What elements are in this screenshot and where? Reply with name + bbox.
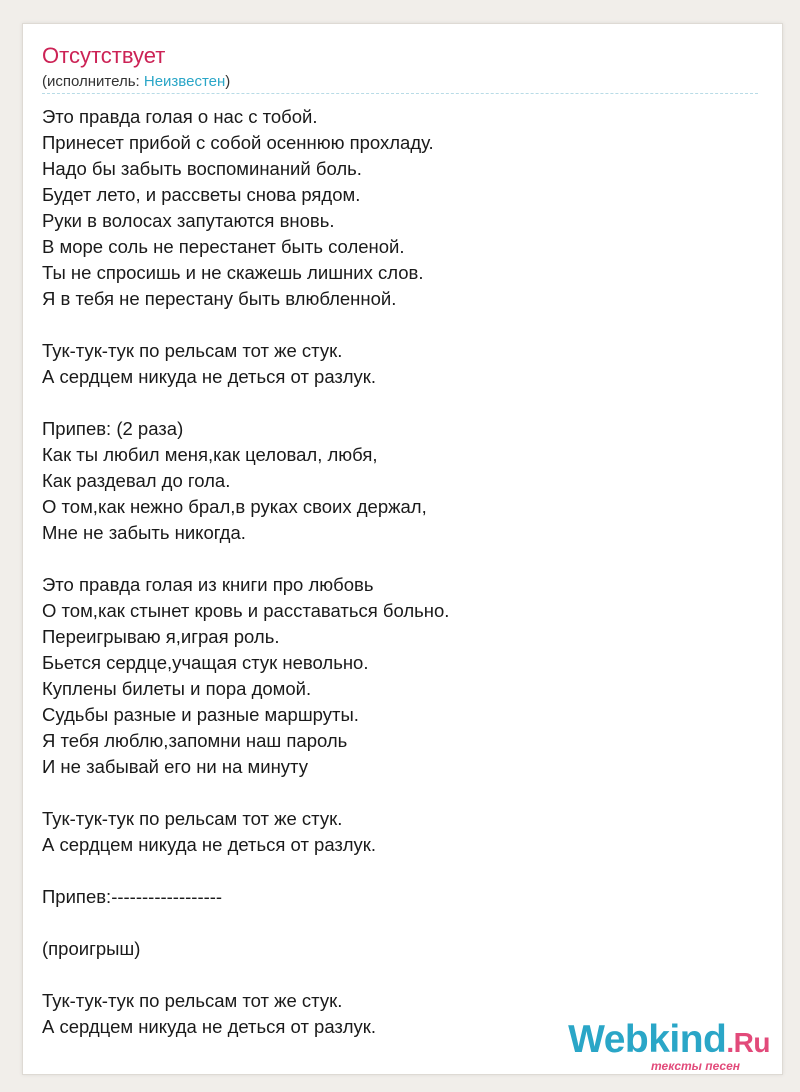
artist-link[interactable]: Неизвестен bbox=[143, 73, 226, 90]
artist-prefix: (исполнитель: bbox=[42, 73, 144, 90]
lyric-line: Я в тебя не перестану быть влюбленной. bbox=[42, 288, 397, 309]
watermark-tld: .Ru bbox=[726, 1027, 770, 1058]
song-title: Отсутствует bbox=[42, 43, 166, 68]
lyric-blank-line bbox=[42, 312, 742, 338]
lyric-line: Мне не забыть никогда. bbox=[42, 522, 246, 543]
lyric-blank-line bbox=[42, 546, 742, 572]
lyric-line: Руки в волосах запутаются вновь. bbox=[42, 210, 335, 231]
title-divider bbox=[42, 93, 758, 94]
watermark-tagline: тексты песен bbox=[651, 1059, 740, 1073]
lyric-line: А сердцем никуда не деться от разлук. bbox=[42, 1016, 376, 1037]
lyric-line: Это правда голая из книги про любовь bbox=[42, 574, 374, 595]
lyric-line: (проигрыш) bbox=[42, 938, 141, 959]
lyric-blank-line bbox=[42, 910, 742, 936]
lyric-line: Припев:------------------ bbox=[42, 886, 223, 907]
lyric-line: Припев: (2 раза) bbox=[42, 418, 184, 439]
lyric-line: А сердцем никуда не деться от разлук. bbox=[42, 366, 376, 387]
lyric-line: Надо бы забыть воспоминаний боль. bbox=[42, 158, 362, 179]
lyric-line: Судьбы разные и разные маршруты. bbox=[42, 704, 359, 725]
artist-suffix: ) bbox=[225, 73, 231, 90]
lyric-line: Переигрываю я,играя роль. bbox=[42, 626, 280, 647]
lyric-line: О том,как стынет кровь и расставаться больно. bbox=[42, 600, 450, 621]
lyric-line: Тук-тук-тук по рельсам тот же стук. bbox=[42, 808, 343, 829]
lyric-blank-line bbox=[42, 962, 742, 988]
lyric-line: Куплены билеты и пора домой. bbox=[42, 678, 312, 699]
lyric-blank-line bbox=[42, 390, 742, 416]
lyric-line: Я тебя люблю,запомни наш пароль bbox=[42, 730, 348, 751]
lyric-line: А сердцем никуда не деться от разлук. bbox=[42, 834, 376, 855]
lyric-line: Это правда голая о нас с тобой. bbox=[42, 106, 318, 127]
lyric-line: И не забывай его ни на минуту bbox=[42, 756, 308, 777]
lyrics-block bbox=[42, 104, 742, 1040]
watermark-brand: Webkind bbox=[568, 1018, 727, 1061]
lyric-line: Тук-тук-тук по рельсам тот же стук. bbox=[42, 990, 343, 1011]
lyric-line: Будет лето, и рассветы снова рядом. bbox=[42, 184, 361, 205]
artist-line bbox=[42, 72, 230, 92]
lyric-line: Ты не спросишь и не скажешь лишних слов. bbox=[42, 262, 424, 283]
lyric-line: Как ты любил меня,как целовал, любя, bbox=[42, 444, 378, 465]
lyric-line: Бьется сердце,учащая стук невольно. bbox=[42, 652, 369, 673]
site-watermark bbox=[570, 1016, 770, 1076]
lyric-line: О том,как нежно брал,в руках своих держал, bbox=[42, 496, 427, 517]
lyric-blank-line bbox=[42, 780, 742, 806]
lyric-line: Как раздевал до гола. bbox=[42, 470, 231, 491]
lyric-blank-line bbox=[42, 858, 742, 884]
lyric-line: Тук-тук-тук по рельсам тот же стук. bbox=[42, 340, 343, 361]
lyric-line: В море соль не перестанет быть соленой. bbox=[42, 236, 405, 257]
lyric-line: Принесет прибой с собой осеннюю прохладу. bbox=[42, 132, 434, 153]
